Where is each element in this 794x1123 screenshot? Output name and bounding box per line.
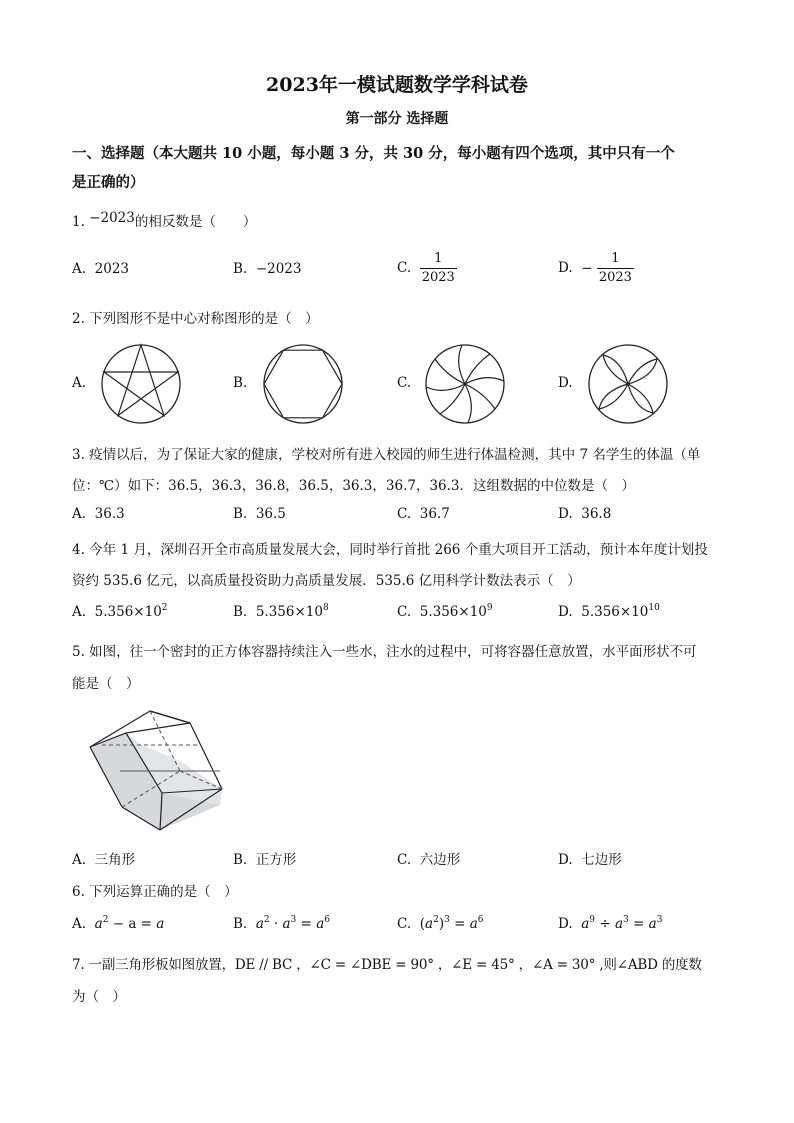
section-heading-line2: 是正确的） xyxy=(72,174,145,191)
exponent: 2 xyxy=(102,915,109,925)
question-1-expression: −2023 xyxy=(89,210,135,226)
option-text: 七边形 xyxy=(581,852,622,868)
option-letter: A. xyxy=(72,261,87,277)
variable: a xyxy=(648,916,657,932)
question-4-stem-line1: 4. 今年 1 月，深圳召开全市高质量发展大会，同时举行首批 266 个重大项目开工活动，预计本年度计划投 xyxy=(72,542,708,558)
option-exponent: 8 xyxy=(322,603,329,613)
option-text: 六边形 xyxy=(419,852,461,868)
variable: a xyxy=(282,916,291,932)
exponent: 3 xyxy=(290,915,297,925)
variable: a xyxy=(316,916,325,932)
fraction xyxy=(597,250,634,287)
option-letter: B. xyxy=(233,261,248,277)
question-2-stem: 2. 下列图形不是中心对称图形的是（ ） xyxy=(72,311,319,327)
question-1-number: 1. xyxy=(72,214,85,230)
question-4-option-b xyxy=(233,604,329,620)
option-letter: A. xyxy=(72,506,87,522)
option-base: 5.356×10 xyxy=(581,604,649,620)
option-text: 三角形 xyxy=(94,852,136,868)
option-letter: C. xyxy=(397,506,412,522)
question-7-stem-line2: 为（ ） xyxy=(72,989,126,1005)
option-letter: D. xyxy=(558,916,573,932)
operator: ÷ xyxy=(595,916,615,932)
option-letter: B. xyxy=(233,506,248,522)
exponent: 6 xyxy=(324,915,330,925)
question-1-option-a xyxy=(72,261,129,277)
question-6-option-c xyxy=(397,916,484,932)
option-exponent: 2 xyxy=(161,603,168,613)
option-letter: A. xyxy=(72,916,87,932)
variable: a xyxy=(469,916,478,932)
question-4-option-c xyxy=(397,604,493,620)
question-1-option-d xyxy=(558,250,634,287)
question-7-stem-line1: 7. 一副三角形板如图放置，DE // BC ，∠C = ∠DBE = 90° ，∠E = 45° ，∠A = 30° ,则∠ABD 的度数 xyxy=(72,957,702,973)
hexagon-in-circle-figure xyxy=(262,343,344,425)
four-petal-in-circle-figure xyxy=(587,343,669,425)
question-6-option-a xyxy=(72,916,164,932)
question-3-option-d xyxy=(558,506,611,522)
paren: ) xyxy=(438,916,445,932)
question-1-text: 的相反数是（ ） xyxy=(134,214,257,230)
part-title: 第一部分 选择题 xyxy=(345,111,449,127)
question-6-option-b xyxy=(233,916,330,932)
option-base: 5.356×10 xyxy=(419,604,487,620)
exam-title: 2023年一模试题数学学科试卷 xyxy=(266,74,528,96)
exponent: 6 xyxy=(477,915,484,925)
option-letter: C. xyxy=(397,916,412,932)
option-letter: A. xyxy=(72,604,87,620)
question-3-stem-line1: 3. 疫情以后，为了保证大家的健康，学校对所有进入校园的师生进行体温检测，其中 7 名学生的体温（单 xyxy=(72,447,701,463)
minus-sign: − xyxy=(581,260,593,277)
option-letter: D. xyxy=(558,852,573,868)
question-2-option-d-letter: D. xyxy=(558,375,573,391)
paren: ( xyxy=(419,916,426,932)
question-1-stem xyxy=(72,210,256,230)
question-5-stem-line2: 能是（ ） xyxy=(72,676,140,692)
option-base: 5.356×10 xyxy=(94,604,162,620)
option-letter: A. xyxy=(72,852,87,868)
variable: a xyxy=(94,916,103,932)
exponent: 3 xyxy=(623,915,629,925)
fraction-denominator: 2023 xyxy=(421,270,455,285)
question-2-option-a-letter: A. xyxy=(72,375,87,391)
question-5-option-b xyxy=(233,848,296,868)
question-3-stem-line2: 位：℃）如下：36.5，36.3，36.8，36.5，36.3，36.7，36.3．这组数据的中位数是（ ） xyxy=(72,478,636,494)
question-5-stem-line1: 5. 如图，往一个密封的正方体容器持续注入一些水，注水的过程中，可将容器任意放置，水平面形状不可 xyxy=(72,644,697,660)
variable: a xyxy=(156,916,165,932)
question-2-option-b-letter: B. xyxy=(233,375,248,391)
option-letter: C. xyxy=(397,260,412,276)
exponent: 2 xyxy=(433,915,439,925)
option-text: 36.7 xyxy=(419,506,450,522)
variable: a xyxy=(614,916,623,932)
operator: − a = xyxy=(108,916,157,932)
star-in-circle-figure xyxy=(100,343,182,425)
option-exponent: 9 xyxy=(486,603,493,613)
variable: a xyxy=(255,916,264,932)
exponent: 3 xyxy=(656,915,663,925)
question-5-option-d xyxy=(558,848,622,868)
operator: · xyxy=(269,916,283,932)
question-4-option-d xyxy=(558,604,660,620)
operator: = xyxy=(449,916,470,932)
option-text: 正方形 xyxy=(255,852,297,868)
option-base: 5.356×10 xyxy=(255,604,323,620)
option-text: 2023 xyxy=(94,261,129,277)
option-letter: C. xyxy=(397,852,412,868)
question-6-stem: 6. 下列运算正确的是（ ） xyxy=(72,884,238,900)
fraction-numerator: 1 xyxy=(597,250,634,269)
option-letter: B. xyxy=(233,604,248,620)
question-4-stem-line2: 资约 535.6 亿元，以高质量投资助力高质量发展．535.6 亿用科学计数法表示（ ） xyxy=(72,573,581,589)
question-3-option-b xyxy=(233,506,286,522)
operator: = xyxy=(296,916,317,932)
section-heading-line1: 一、选择题（本大题共 10 小题，每小题 3 分，共 30 分，每小题有四个选项，其中只有一个 xyxy=(72,145,675,162)
question-6-option-d xyxy=(558,916,662,932)
pinwheel-in-circle-figure xyxy=(424,343,506,425)
option-letter: B. xyxy=(233,852,248,868)
question-3-option-a xyxy=(72,506,125,522)
tilted-cube-figure xyxy=(80,705,230,835)
fraction-denominator: 2023 xyxy=(598,270,632,285)
exponent: 9 xyxy=(589,915,596,925)
option-text: 36.8 xyxy=(581,506,612,522)
question-2-option-c-letter: C. xyxy=(397,375,412,391)
exponent: 2 xyxy=(263,915,270,925)
option-letter: C. xyxy=(397,604,412,620)
question-5-option-c xyxy=(397,848,460,868)
fraction-numerator: 1 xyxy=(420,250,457,269)
question-1-option-c xyxy=(397,250,457,287)
question-4-option-a xyxy=(72,604,168,620)
option-letter: D. xyxy=(558,604,573,620)
variable: a xyxy=(581,916,590,932)
option-text: 36.5 xyxy=(255,506,286,522)
option-exponent: 10 xyxy=(648,603,660,613)
option-text: 36.3 xyxy=(94,506,125,522)
option-letter: D. xyxy=(558,260,573,276)
question-1-option-b xyxy=(233,261,301,277)
option-letter: B. xyxy=(233,916,248,932)
operator: = xyxy=(628,916,649,932)
question-3-option-c xyxy=(397,506,450,522)
option-text: −2023 xyxy=(255,261,302,277)
fraction xyxy=(420,250,457,287)
exponent: 3 xyxy=(444,915,450,925)
variable: a xyxy=(425,916,434,932)
question-5-option-a xyxy=(72,848,135,868)
option-letter: D. xyxy=(558,506,573,522)
